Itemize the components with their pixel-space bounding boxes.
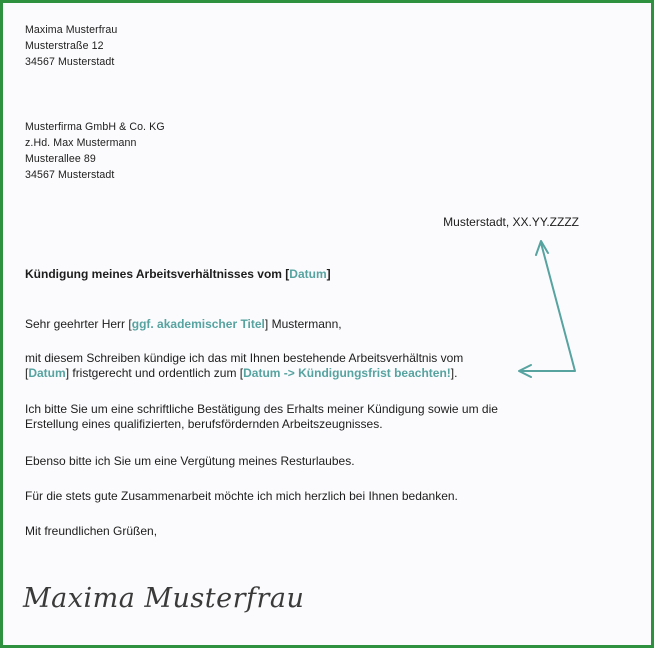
salutation-after: ] Mustermann, xyxy=(264,317,342,331)
paragraph-confirmation xyxy=(25,402,498,432)
paragraph-thanks: Für die stets gute Zusammenarbeit möchte ich mich herzlich bei Ihnen bedanken. xyxy=(25,489,458,503)
subject-placeholder: Datum xyxy=(289,267,327,281)
bracket-open: [ xyxy=(25,366,29,380)
paragraph-line: Erstellung eines qualifizierten, berufsfördernden Arbeitszeugnisses. xyxy=(25,417,383,431)
date-line: Musterstadt, XX.YY.ZZZZ xyxy=(443,215,579,229)
salutation xyxy=(25,317,342,332)
sender-street: Musterstraße 12 xyxy=(25,40,104,52)
paragraph-vacation: Ebenso bitte ich Sie um eine Vergütung meines Resturlaubes. xyxy=(25,454,355,468)
recipient-company: Musterfirma GmbH & Co. KG xyxy=(25,121,165,133)
recipient-street: Musterallee 89 xyxy=(25,153,96,165)
subject-line xyxy=(25,267,331,282)
notice-period-placeholder: Datum -> Kündigungsfrist beachten! xyxy=(243,366,451,380)
bracket-close: ]. xyxy=(450,366,458,380)
paragraph-line: Ich bitte Sie um eine schriftliche Bestätigung des Erhalts meiner Kündigung sowie um die xyxy=(25,402,498,416)
subject-text: Kündigung meines Arbeitsverhältnisses vom xyxy=(25,267,286,281)
subject-bracket-close: ] xyxy=(326,267,331,281)
salutation-bracket-open: [ xyxy=(128,317,132,331)
date-placeholder: Datum xyxy=(28,366,66,380)
recipient-address xyxy=(25,119,165,183)
paragraph-middle-text: ] fristgerecht und ordentlich zum [ xyxy=(65,366,244,380)
subject-bracket-open: [ xyxy=(285,267,290,281)
sender-name: Maxima Musterfrau xyxy=(25,24,118,36)
letter-page xyxy=(3,3,651,645)
salutation-placeholder: ggf. akademischer Titel xyxy=(131,317,265,331)
sender-address xyxy=(25,22,117,70)
paragraph-termination xyxy=(25,351,463,381)
salutation-before: Sehr geehrter Herr xyxy=(25,317,129,331)
handwritten-signature: Maxima Musterfrau xyxy=(23,583,305,614)
paragraph-line xyxy=(25,366,463,381)
recipient-attn: z.Hd. Max Mustermann xyxy=(25,137,137,149)
recipient-city: 34567 Musterstadt xyxy=(25,169,115,181)
paragraph-line: mit diesem Schreiben kündige ich das mit Ihnen bestehende Arbeitsverhältnis vom xyxy=(25,351,464,365)
closing-line: Mit freundlichen Grüßen, xyxy=(25,524,158,538)
sender-city: 34567 Musterstadt xyxy=(25,56,115,68)
